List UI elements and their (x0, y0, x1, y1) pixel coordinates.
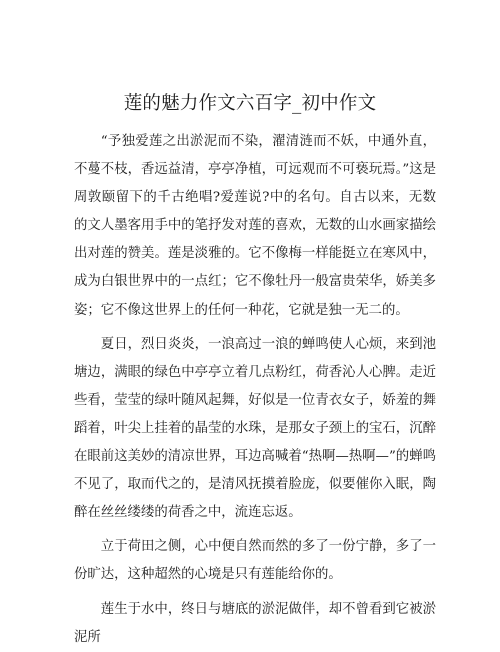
paragraph-2: 夏日，烈日炎炎，一浪高过一浪的蝉鸣使人心烦，来到池塘边，满眼的绿色中亭亭立着几点粉红，荷香沁人心脾。走近些看，莹莹的绿叶随风起舞，好似是一位青衣女子，娇羞的舞蹈着，叶尖上挂着的晶莹的水珠，是那女子颈上的宝石，沉醉在眼前这美妙的清凉世界，耳边高喊着“热啊—热啊—”的蝉鸣不见了，取而代之的，是清风抚摸着脸庞，似要催你入眠，陶醉在丝丝缕缕的荷香之中，流连忘返。 (74, 336, 436, 521)
document-title: 莲的魅力作文六百字_初中作文 (123, 93, 377, 114)
paragraph-1: “予独爱莲之出淤泥而不染，濯清涟而不妖，中通外直，不蔓不枝，香远益清，亭亭净植，可远观而不可亵玩焉。”这是周敦颐留下的千古绝唱?爱莲说?中的名句。自古以来，无数的文人墨客用手中的笔抒发对莲的喜欢，无数的山水画家描绘出对莲的赞美。莲是淡雅的。它不像梅一样能挺立在寒风中，成为白银世界中的一点红；它不像牡丹一般富贵荣华，娇美多姿；它不像这世界上的任何一种花，它就是独一无二的。 (74, 134, 436, 318)
document-body (74, 128, 436, 652)
paragraph-3: 立于荷田之侧，心中便自然而然的多了一份宁静，多了一份旷达，这种超然的心境是只有莲能给你的。 (74, 539, 436, 583)
paragraph-4: 莲生于水中，终日与塘底的淤泥做伴，却不曾看到它被淤泥所 (74, 601, 436, 645)
